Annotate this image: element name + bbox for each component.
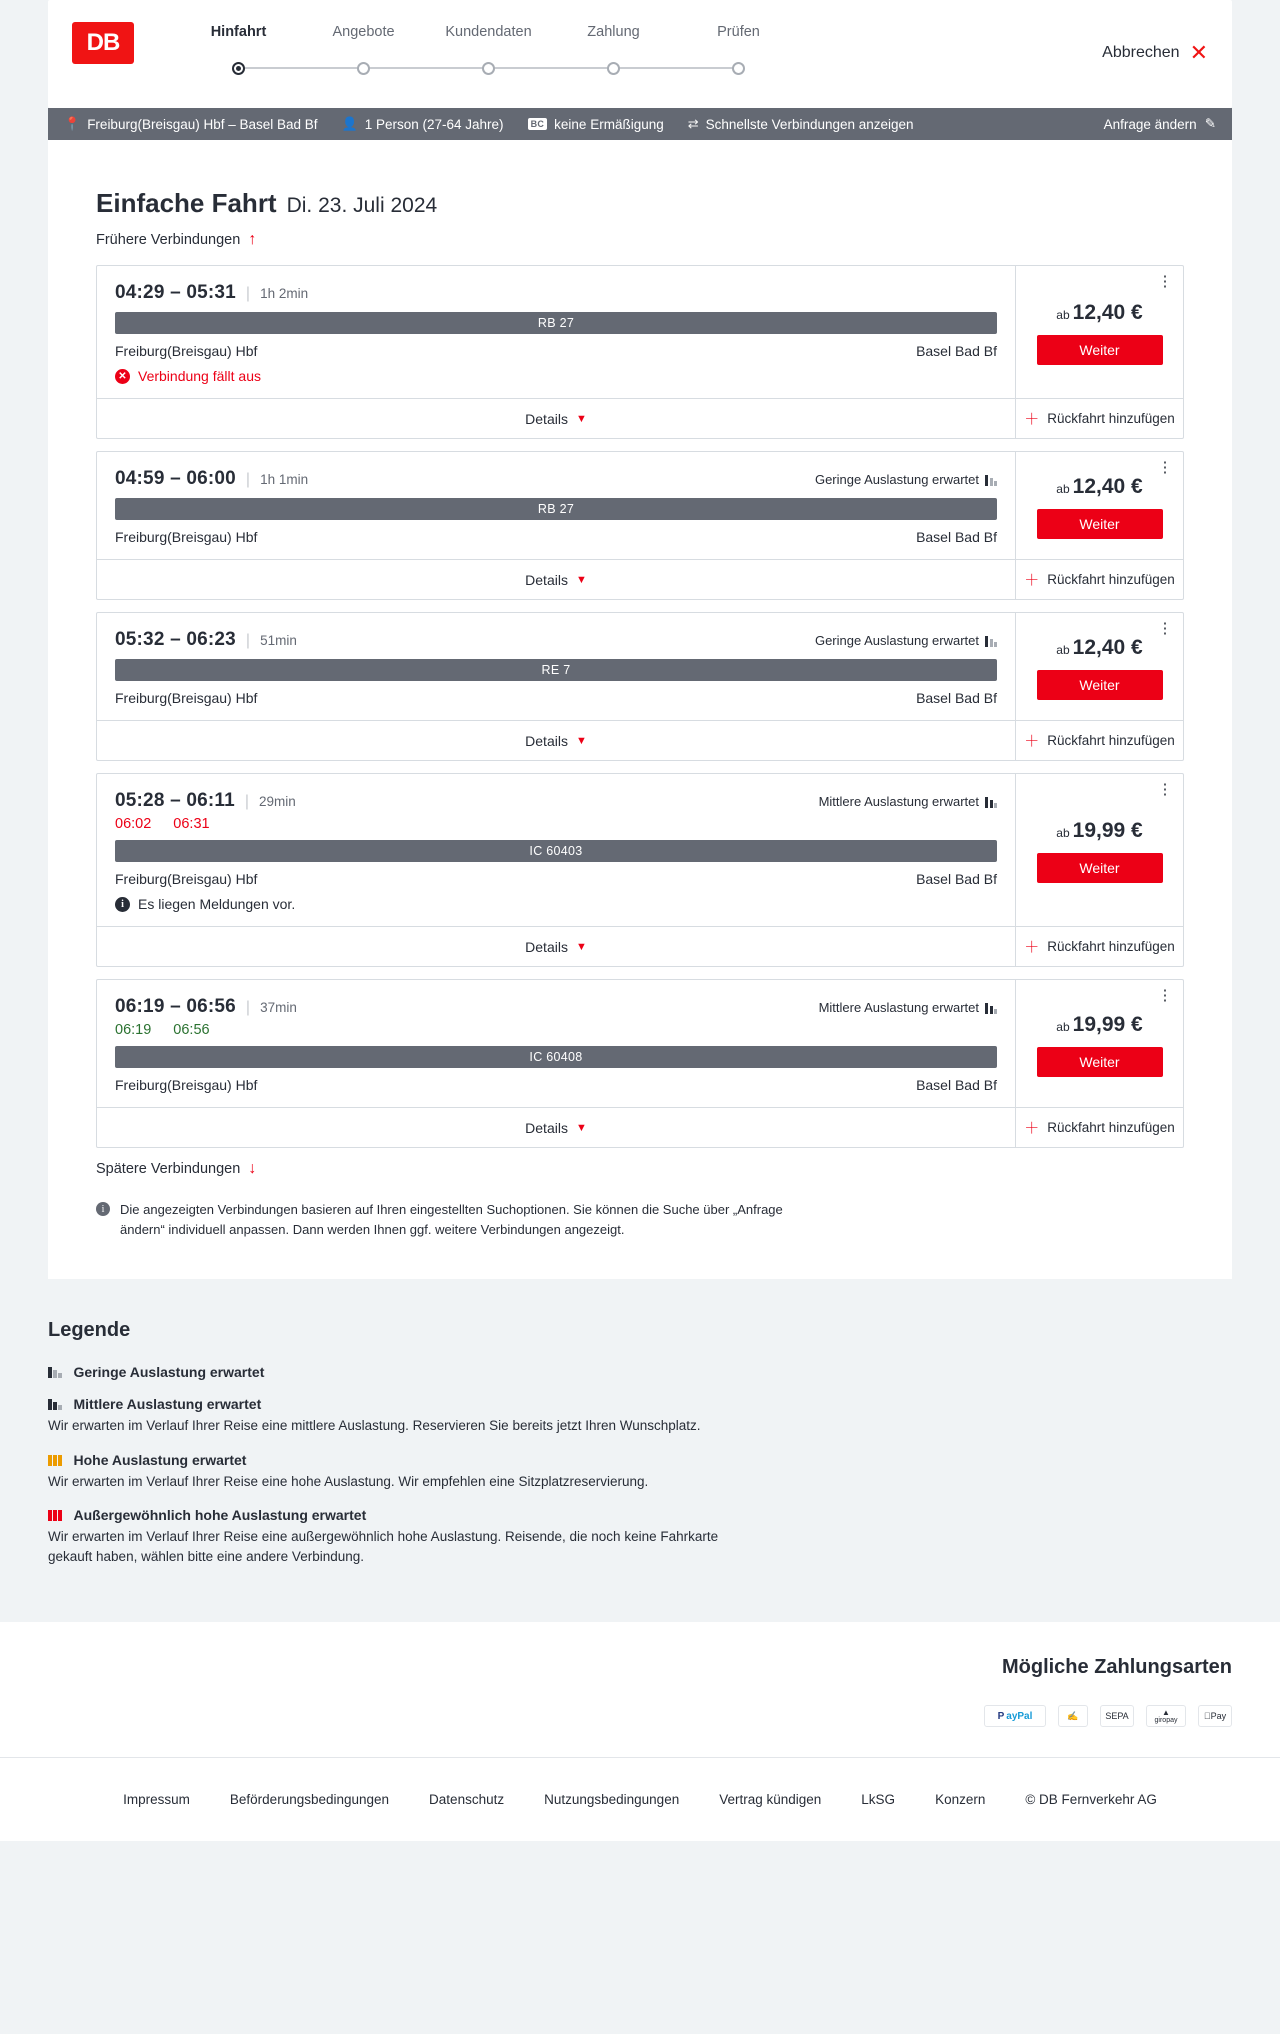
alt-time: 06:31 — [173, 816, 210, 832]
legend-label: Geringe Auslastung erwartet — [73, 1364, 265, 1380]
continue-button[interactable]: Weiter — [1037, 335, 1163, 365]
legend-description: Wir erwarten im Verlauf Ihrer Reise eine außergewöhnlich hohe Auslastung. Reisende, die noch keine Fahrkarte gekauft haben, wählen bitte eine andere Verbindung. — [48, 1529, 719, 1564]
chevron-down-icon: ▼ — [575, 940, 587, 953]
destination-station: Basel Bad Bf — [916, 690, 997, 706]
stations-row — [115, 690, 997, 706]
footer-link[interactable]: LkSG — [861, 1792, 896, 1808]
continue-button[interactable]: Weiter — [1037, 853, 1163, 883]
paypal-icon: P ayPal — [984, 1705, 1046, 1727]
add-return-trip-button[interactable] — [1016, 559, 1183, 599]
more-options-icon[interactable]: ⋮ — [1157, 987, 1173, 1004]
separator: | — [245, 471, 251, 488]
destination-station: Basel Bad Bf — [916, 871, 997, 887]
connection-offer — [1015, 774, 1183, 966]
legend-label: Außergewöhnlich hohe Auslastung erwartet — [73, 1507, 367, 1524]
step-connector — [364, 67, 489, 69]
page-title — [96, 140, 437, 219]
origin-station: Freiburg(Breisgau) Hbf — [115, 871, 258, 887]
details-label: Details — [525, 938, 568, 955]
payments-region — [0, 1622, 1280, 1757]
time-range: 04:29 – 05:31 — [115, 282, 236, 303]
separator: | — [245, 632, 251, 649]
change-request-label: Anfrage ändern — [1103, 116, 1197, 132]
train-line-bar: RE 7 — [115, 659, 997, 681]
duration: 29min — [259, 794, 296, 809]
time-row — [115, 790, 997, 812]
step-connector — [489, 67, 614, 69]
page-title-text: Einfache Fahrt — [96, 188, 277, 218]
step-zahlung[interactable] — [551, 24, 676, 82]
plus-icon: ＋ — [1024, 572, 1040, 589]
train-line-bar: IC 60403 — [115, 840, 997, 862]
bahncard-icon: BC — [528, 118, 548, 130]
origin-station: Freiburg(Breisgau) Hbf — [115, 690, 258, 706]
message-note[interactable] — [115, 896, 997, 912]
add-return-label: Rückfahrt hinzufügen — [1047, 939, 1175, 954]
close-icon[interactable]: ✕ — [1189, 40, 1208, 65]
details-toggle[interactable] — [97, 559, 1015, 599]
occupancy-label: Mittlere Auslastung erwartet — [818, 794, 979, 809]
alt-time: 06:56 — [173, 1022, 210, 1038]
legend-region — [0, 1279, 1280, 1622]
legend-item — [48, 1396, 1232, 1436]
occupancy-bars-icon — [985, 474, 997, 486]
summary-passengers-label: 1 Person (27-64 Jahre) — [364, 116, 504, 132]
price: ab 12,40 € — [1056, 301, 1143, 324]
legend-label: Hohe Auslastung erwartet — [73, 1451, 247, 1468]
change-request-button[interactable] — [1104, 116, 1216, 132]
footer-links — [103, 1792, 1005, 1807]
connection-details — [97, 452, 1015, 599]
connection-card[interactable] — [96, 265, 1184, 439]
footer — [0, 1757, 1280, 1841]
occupancy-indicator — [819, 794, 997, 809]
more-options-icon[interactable]: ⋮ — [1157, 273, 1173, 290]
footer-link[interactable]: Nutzungsbedingungen — [544, 1792, 680, 1808]
details-label: Details — [525, 732, 568, 749]
step-label: Angebote — [332, 24, 395, 40]
legend-label: Mittlere Auslastung erwartet — [73, 1396, 262, 1412]
footer-link[interactable]: Beförderungsbedingungen — [229, 1792, 390, 1808]
connection-details — [97, 980, 1015, 1147]
continue-button[interactable]: Weiter — [1037, 509, 1163, 539]
connection-offer — [1015, 980, 1183, 1147]
plus-icon: ＋ — [1024, 939, 1040, 956]
note-text: Es liegen Meldungen vor. — [138, 896, 296, 912]
later-connections-label: Spätere Verbindungen — [96, 1161, 241, 1177]
add-return-label: Rückfahrt hinzufügen — [1047, 1120, 1175, 1135]
cancel-button[interactable] — [1102, 42, 1208, 64]
price: ab 19,99 € — [1056, 1012, 1143, 1036]
info-icon: i — [96, 1202, 110, 1216]
occupancy-bars-icon — [48, 1454, 62, 1466]
arrow-up-icon: ↑ — [248, 231, 257, 248]
cancel-label: Abbrechen — [1102, 44, 1180, 61]
db-logo: DB — [72, 22, 134, 64]
legend-item — [48, 1452, 1232, 1492]
chevron-down-icon: ▼ — [575, 734, 587, 747]
add-return-label: Rückfahrt hinzufügen — [1047, 572, 1175, 587]
separator: | — [245, 999, 251, 1016]
connection-list — [96, 265, 1184, 1148]
occupancy-label: Mittlere Auslastung erwartet — [818, 1000, 979, 1015]
summary-fastest-label: Schnellste Verbindungen anzeigen — [705, 116, 914, 132]
summary-fastest[interactable] — [688, 116, 914, 132]
step-label: Prüfen — [717, 24, 760, 40]
legend-head — [48, 1396, 1232, 1412]
summary-discount[interactable] — [528, 117, 664, 132]
search-summary-bar — [48, 108, 1232, 140]
duration: 1h 1min — [260, 472, 309, 487]
chevron-down-icon: ▼ — [575, 412, 587, 425]
payment-icons — [48, 1705, 1232, 1727]
occupancy-bars-icon — [985, 635, 997, 647]
price-prefix: ab — [1056, 826, 1070, 840]
summary-route-label: Freiburg(Breisgau) Hbf – Basel Bad Bf — [87, 116, 318, 132]
alternative-times — [115, 816, 997, 832]
connection-card[interactable] — [96, 773, 1184, 967]
price-prefix: ab — [1056, 481, 1070, 496]
legend-description: Wir erwarten im Verlauf Ihrer Reise eine mittlere Auslastung. Reservieren Sie bereits jetzt Ihren Wunschplatz. — [48, 1418, 701, 1433]
occupancy-indicator — [819, 1000, 997, 1015]
step-connector — [239, 67, 364, 69]
page-title-date: Di. 23. Juli 2024 — [286, 194, 438, 217]
origin-station: Freiburg(Breisgau) Hbf — [115, 343, 258, 359]
more-options-icon[interactable]: ⋮ — [1157, 781, 1173, 798]
location-pin-icon: 📍 — [64, 116, 81, 131]
details-toggle[interactable] — [97, 926, 1015, 966]
search-info-note — [96, 1200, 796, 1239]
time-range: 04:59 – 06:00 — [115, 468, 236, 489]
destination-station: Basel Bad Bf — [916, 1077, 997, 1093]
chevron-down-icon: ▼ — [575, 1121, 587, 1134]
legend-head — [48, 1452, 1232, 1468]
time-row — [115, 629, 997, 651]
step-dot — [357, 62, 370, 75]
add-return-label: Rückfahrt hinzufügen — [1047, 733, 1175, 748]
connection-card[interactable] — [96, 979, 1184, 1148]
results-content — [48, 140, 1232, 1279]
person-icon: 👤 — [341, 116, 358, 131]
occupancy-label: Geringe Auslastung erwartet — [814, 472, 979, 487]
details-toggle[interactable] — [97, 1107, 1015, 1147]
add-return-trip-button[interactable] — [1016, 720, 1183, 760]
search-info-text: Die angezeigten Verbindungen basieren auf Ihren eingestellten Suchoptionen. Sie können die Suche über „Anfrage ändern“ individuell anpassen. Dann werden Ihnen ggf. weitere Verbindungen angezeigt. — [120, 1202, 783, 1237]
occupancy-bars-icon — [985, 796, 997, 808]
step-angebote[interactable] — [301, 24, 426, 82]
add-return-trip-button[interactable] — [1016, 398, 1183, 438]
step-kundendaten[interactable] — [426, 24, 551, 82]
occupancy-bars-icon — [48, 1398, 62, 1410]
earlier-connections-button[interactable] — [96, 231, 1184, 249]
details-toggle[interactable] — [97, 398, 1015, 438]
footer-link[interactable]: Impressum — [123, 1792, 190, 1808]
step-hinfahrt[interactable] — [176, 24, 301, 82]
occupancy-indicator — [815, 633, 997, 648]
cancellation-note — [115, 368, 997, 384]
summary-discount-label: keine Ermäßigung — [554, 116, 664, 132]
price-prefix: ab — [1056, 308, 1070, 322]
step-dot — [232, 62, 245, 75]
step-indicator — [176, 54, 301, 82]
legend-head — [48, 1507, 1232, 1523]
plus-icon: ＋ — [1024, 411, 1040, 428]
alternative-times — [115, 1022, 997, 1038]
details-label: Details — [525, 571, 568, 588]
time-row — [115, 282, 997, 304]
stations-row — [115, 1077, 997, 1093]
time-range: 06:19 – 06:56 — [115, 996, 236, 1017]
connection-details — [97, 266, 1015, 438]
occupancy-label: Geringe Auslastung erwartet — [814, 633, 979, 648]
details-toggle[interactable] — [97, 720, 1015, 760]
price-prefix: ab — [1056, 642, 1070, 657]
duration: 1h 2min — [260, 286, 309, 301]
step-dot — [607, 62, 620, 75]
price: ab 12,40 € — [1056, 474, 1143, 498]
alt-time: 06:02 — [115, 816, 152, 832]
step-dot — [482, 62, 495, 75]
occupancy-bars-icon — [48, 1509, 62, 1521]
legend-description: Wir erwarten im Verlauf Ihrer Reise eine hohe Auslastung. Wir empfehlen eine Sitzplatzreservierung. — [48, 1473, 649, 1489]
more-options-icon[interactable]: ⋮ — [1157, 620, 1173, 637]
price-prefix: ab — [1056, 1019, 1070, 1034]
price: ab 12,40 € — [1056, 635, 1143, 659]
occupancy-indicator — [815, 472, 997, 487]
stations-row — [115, 871, 997, 887]
connection-card[interactable] — [96, 451, 1184, 600]
progress-steps — [176, 24, 801, 82]
note-text: Verbindung fällt aus — [138, 368, 261, 384]
details-label: Details — [525, 410, 568, 427]
duration: 37min — [260, 1000, 297, 1015]
occupancy-bars-icon — [48, 1366, 62, 1378]
apple-pay-icon: Pay — [1198, 1705, 1232, 1727]
error-icon: ✕ — [115, 369, 130, 384]
train-line-bar: IC 60408 — [115, 1046, 997, 1068]
continue-button[interactable]: Weiter — [1037, 1047, 1163, 1077]
footer-link[interactable]: Vertrag kündigen — [719, 1792, 822, 1808]
legend — [48, 1319, 1232, 1566]
booking-header — [48, 0, 1232, 108]
sepa-icon: SEPA — [1100, 1705, 1134, 1727]
summary-passengers[interactable] — [342, 116, 504, 132]
add-return-trip-button[interactable] — [1016, 926, 1183, 966]
header-region — [0, 0, 1280, 108]
step-prüfen[interactable] — [676, 24, 801, 82]
plus-icon: ＋ — [1024, 1120, 1040, 1137]
payments-title: Mögliche Zahlungsarten — [1001, 1656, 1232, 1679]
filter-icon: ⇄ — [687, 116, 699, 131]
occupancy-bars-icon — [985, 1002, 997, 1014]
legend-head — [48, 1364, 1232, 1380]
giropay-icon: ▲ giropay — [1146, 1705, 1186, 1727]
plus-icon: ＋ — [1024, 733, 1040, 750]
legend-items — [48, 1364, 1232, 1566]
time-row — [115, 468, 997, 490]
footer-link[interactable]: Datenschutz — [429, 1792, 505, 1808]
step-label: Zahlung — [587, 24, 640, 40]
legend-title: Legende — [48, 1319, 131, 1341]
arrow-down-icon: ↓ — [248, 1160, 257, 1177]
continue-button[interactable]: Weiter — [1037, 670, 1163, 700]
step-label: Kundendaten — [445, 24, 532, 40]
connection-details — [97, 774, 1015, 966]
legend-item — [48, 1507, 1232, 1566]
add-return-label: Rückfahrt hinzufügen — [1047, 411, 1175, 426]
destination-station: Basel Bad Bf — [916, 343, 997, 359]
pencil-icon[interactable]: ✎ — [1204, 116, 1216, 131]
earlier-connections-label: Frühere Verbindungen — [96, 232, 241, 248]
separator: | — [244, 793, 250, 810]
connection-offer — [1015, 266, 1183, 438]
footer-link[interactable]: Konzern — [935, 1792, 986, 1808]
details-label: Details — [525, 1119, 568, 1136]
destination-station: Basel Bad Bf — [916, 529, 997, 545]
train-line-bar: RB 27 — [115, 312, 997, 334]
duration: 51min — [260, 633, 297, 648]
add-return-trip-button[interactable] — [1016, 1107, 1183, 1147]
connection-offer — [1015, 452, 1183, 599]
info-icon: i — [115, 897, 130, 912]
later-connections-button[interactable] — [96, 1160, 1184, 1178]
time-row — [115, 996, 997, 1018]
price: ab 19,99 € — [1056, 819, 1143, 842]
origin-station: Freiburg(Breisgau) Hbf — [115, 529, 258, 545]
step-label: Hinfahrt — [210, 24, 267, 40]
separator: | — [245, 285, 251, 302]
summary-route[interactable] — [64, 116, 318, 132]
chevron-down-icon: ▼ — [575, 573, 587, 586]
connection-offer — [1015, 613, 1183, 760]
stations-row — [115, 343, 997, 359]
legend-item — [48, 1364, 1232, 1380]
train-line-bar: RB 27 — [115, 498, 997, 520]
time-range: 05:28 – 06:11 — [115, 790, 235, 811]
connection-details — [97, 613, 1015, 760]
origin-station: Freiburg(Breisgau) Hbf — [115, 1077, 258, 1093]
step-connector — [614, 67, 739, 69]
connection-card[interactable] — [96, 612, 1184, 761]
footer-copyright: © DB Fernverkehr AG — [1025, 1792, 1157, 1808]
direct-debit-icon: ✍ — [1058, 1705, 1088, 1727]
stations-row — [115, 529, 997, 545]
step-dot — [732, 62, 745, 75]
alt-time: 06:19 — [115, 1022, 152, 1038]
more-options-icon[interactable]: ⋮ — [1157, 459, 1173, 476]
time-range: 05:32 – 06:23 — [115, 629, 236, 650]
